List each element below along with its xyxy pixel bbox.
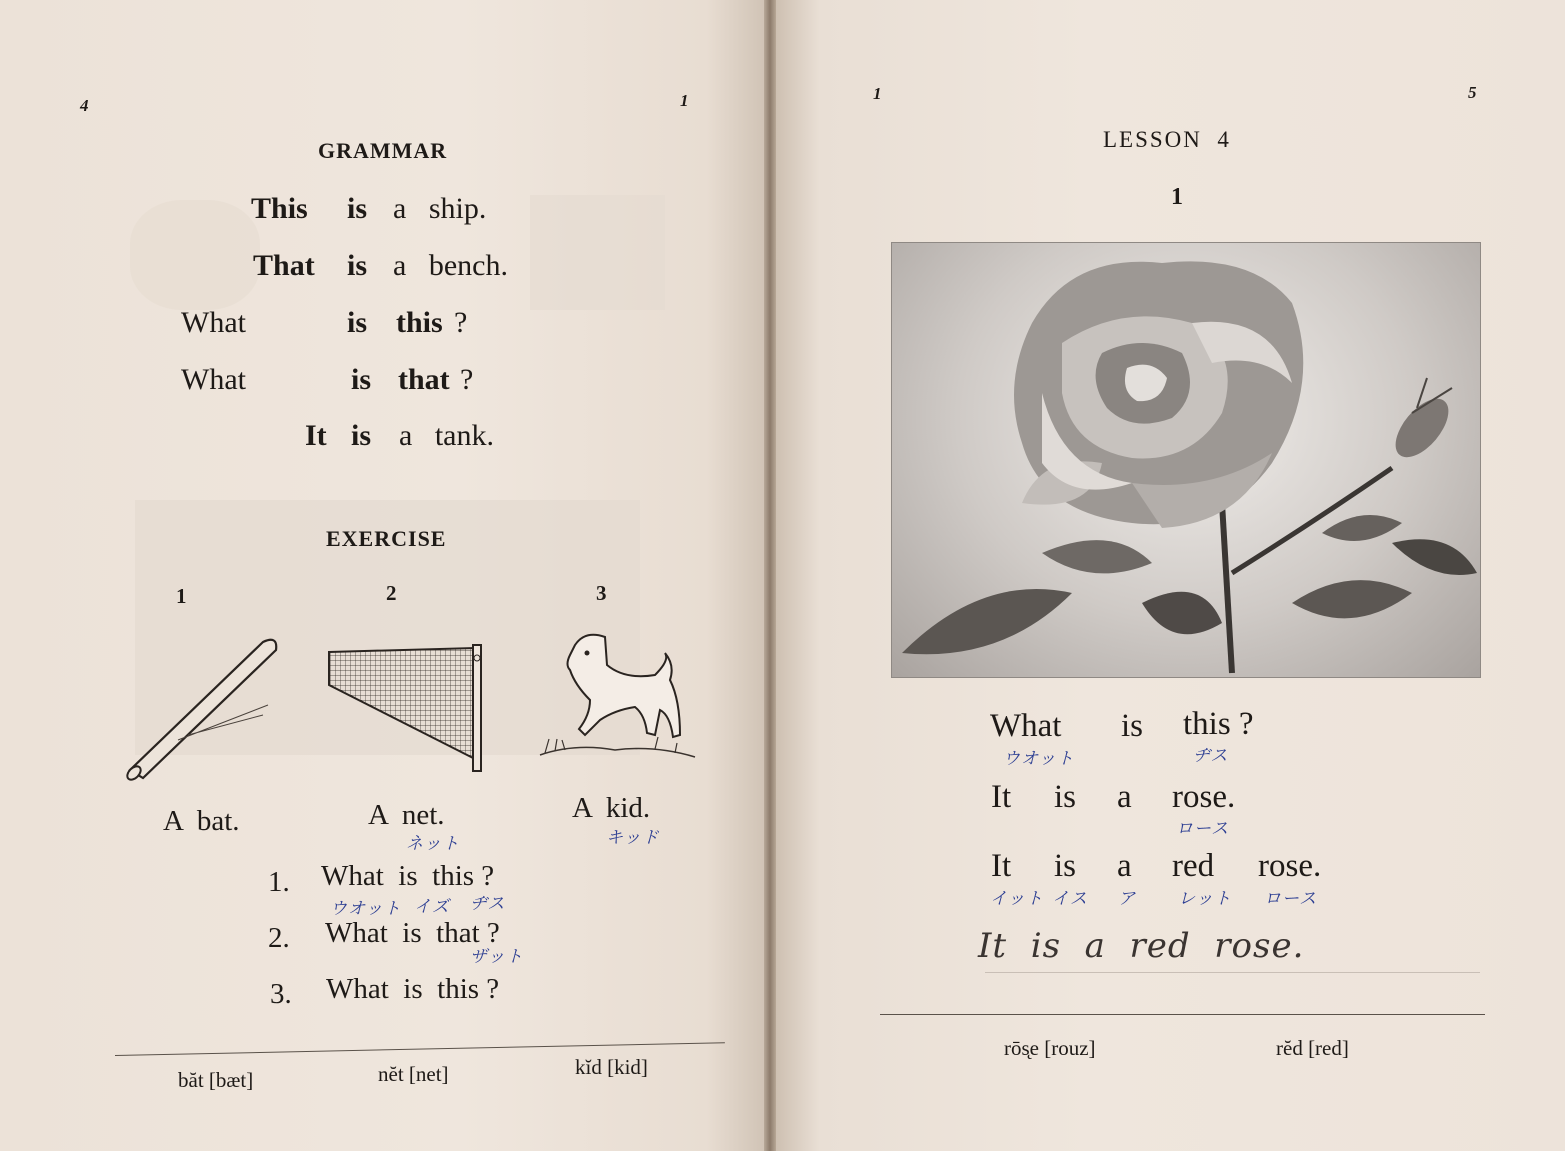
grammar-verb: is: [347, 306, 368, 339]
sentence-word: What: [990, 708, 1062, 744]
exercise-caption: A kid.: [572, 792, 651, 824]
corner-mark: 1: [680, 91, 689, 110]
sentence-word: a: [1117, 848, 1132, 884]
goat-kid-icon: [535, 625, 700, 770]
grammar-verb: is: [351, 419, 372, 452]
grammar-heading: GRAMMAR: [318, 138, 448, 163]
kana-annotation: イット: [990, 889, 1044, 909]
exercise-heading: EXERCISE: [326, 526, 447, 551]
grammar-end: ?: [454, 306, 468, 339]
kana-annotation: キッド: [606, 828, 660, 848]
phonetic-entry: rĕd [red]: [1276, 1036, 1349, 1060]
baseball-bat-icon: [118, 630, 288, 785]
question-text: What is that ?: [325, 917, 500, 949]
sentence-word: a: [1117, 779, 1132, 815]
kana-annotation: ロース: [1176, 819, 1230, 839]
exercise-number: 2: [386, 581, 397, 605]
question-text: What is this ?: [321, 860, 495, 892]
grammar-rest: a ship.: [393, 192, 487, 225]
phonetic-entry: rōs̨e [rouz]: [1004, 1036, 1096, 1060]
exercise-caption: A net.: [368, 799, 445, 831]
kana-annotation: ネット: [406, 834, 460, 854]
divider-line: [880, 1014, 1485, 1015]
page-number: 4: [80, 96, 89, 115]
grammar-rest: a bench.: [393, 249, 508, 282]
rose-illustration: [891, 242, 1481, 678]
grammar-end: ?: [460, 363, 474, 396]
section-number: 1: [1171, 184, 1183, 210]
sentence-word: It: [991, 848, 1012, 884]
kana-annotation: ヂス: [470, 894, 506, 914]
cursive-sentence: It is a red rose.: [978, 926, 1305, 966]
sentence-word: rose.: [1172, 779, 1236, 815]
grammar-subject: What: [181, 306, 246, 339]
grammar-verb: is: [351, 363, 372, 396]
sentence-word: rose.: [1258, 848, 1322, 884]
handwriting-guide-line: [985, 972, 1480, 973]
phonetic-entry: kĭd [kid]: [575, 1055, 648, 1079]
grammar-rest: a tank.: [399, 419, 494, 452]
phonetic-entry: nĕt [net]: [378, 1062, 449, 1086]
kana-annotation: ロース: [1264, 889, 1318, 909]
sentence-word: red: [1172, 848, 1215, 884]
kana-annotation: ア: [1118, 889, 1136, 909]
phonetic-entry: băt [bæt]: [178, 1068, 254, 1092]
exercise-caption: A bat.: [163, 805, 240, 837]
grammar-rest: this: [396, 306, 443, 339]
rose-icon: [892, 243, 1480, 677]
sentence-word: It: [991, 779, 1012, 815]
kana-annotation: イズ: [414, 897, 450, 917]
grammar-subject: That: [253, 249, 315, 282]
corner-mark: 1: [873, 84, 882, 103]
sentence-word: is: [1054, 779, 1077, 815]
kana-annotation: ザット: [470, 947, 524, 967]
book-spine: [764, 0, 776, 1151]
exercise-number: 3: [596, 581, 607, 605]
sentence-word: is: [1054, 848, 1077, 884]
sentence-word: this ?: [1183, 706, 1254, 742]
exercise-number: 1: [176, 584, 187, 608]
lesson-heading: LESSON 4: [1103, 127, 1231, 152]
kana-annotation: レット: [1178, 889, 1232, 909]
grammar-verb: is: [347, 249, 368, 282]
show-through-image: [130, 200, 260, 310]
kana-annotation: ヂス: [1193, 746, 1229, 766]
kana-annotation: イス: [1052, 889, 1088, 909]
sentence-word: is: [1121, 708, 1144, 744]
question-number: 3.: [270, 978, 292, 1010]
kana-annotation: ウオット: [330, 899, 402, 919]
page-number: 5: [1468, 83, 1477, 102]
grammar-rest: that: [398, 363, 450, 396]
question-number: 1.: [268, 866, 290, 898]
tennis-net-icon: [325, 640, 495, 775]
grammar-subject: What: [181, 363, 246, 396]
grammar-subject: It: [305, 419, 327, 452]
question-number: 2.: [268, 922, 290, 954]
question-text: What is this ?: [326, 973, 500, 1005]
grammar-subject: This: [251, 192, 308, 225]
kana-annotation: ウオット: [1003, 749, 1075, 769]
grammar-verb: is: [347, 192, 368, 225]
show-through-image: [530, 195, 665, 310]
